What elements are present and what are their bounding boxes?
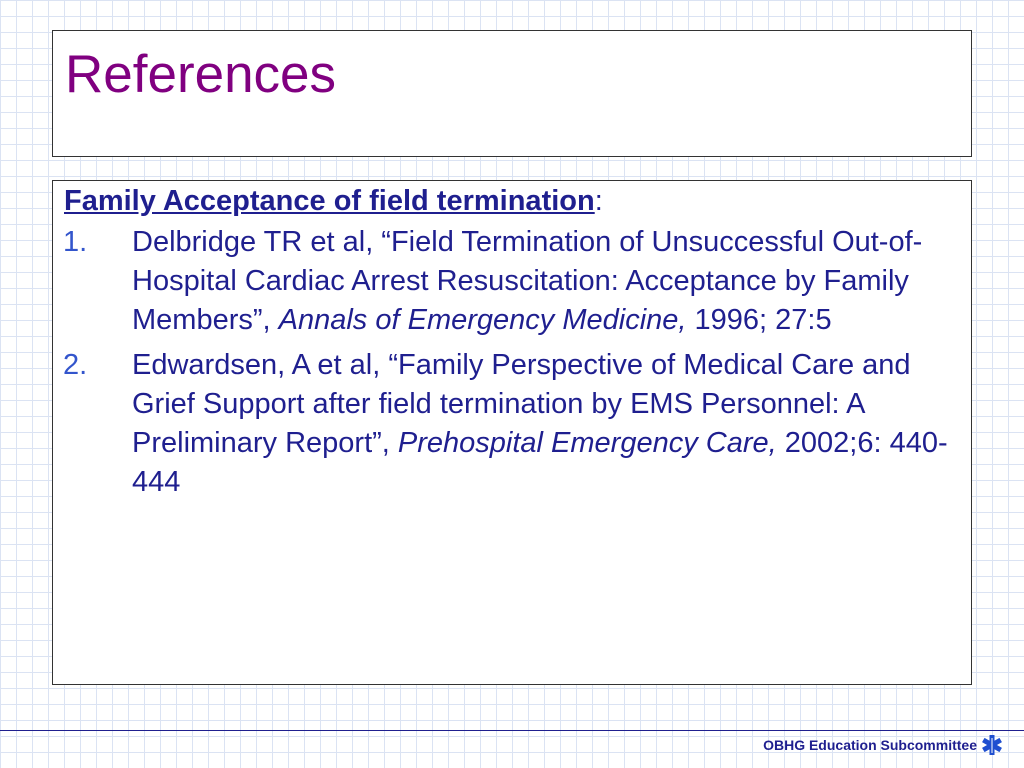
reference-citation: 1996; 27:5 [686,304,832,336]
reference-number: 2. [63,349,88,381]
reference-text: Delbridge TR et al, “Field Termination of Unsuccessful Out-of-Hospital Cardiac Arrest Resuscitation: Acceptance by Family Members”, [132,226,923,336]
reference-list [53,223,958,508]
slide-title: References [65,45,337,104]
section-heading-colon: : [594,185,603,217]
footer-text: OBHG Education Subcommittee [763,737,977,753]
reference-journal: Annals of Emergency Medicine, [278,304,687,336]
reference-item [53,346,958,502]
reference-item [53,223,958,340]
reference-text: Edwardsen, A et al, “Family Perspective of Medical Care and Grief Support after field termination by EMS Personnel: A Preliminary Report”, [132,349,911,459]
title-box [52,30,972,157]
reference-journal: Prehospital Emergency Care, [397,427,777,459]
content-box [52,180,972,685]
star-of-life-icon [981,734,1003,756]
section-heading [64,183,603,219]
reference-number: 1. [63,226,88,258]
footer-divider [0,730,1024,731]
section-heading-text: Family Acceptance of field termination [64,185,595,217]
reference-citation: 2002;6: 440-444 [132,427,948,498]
